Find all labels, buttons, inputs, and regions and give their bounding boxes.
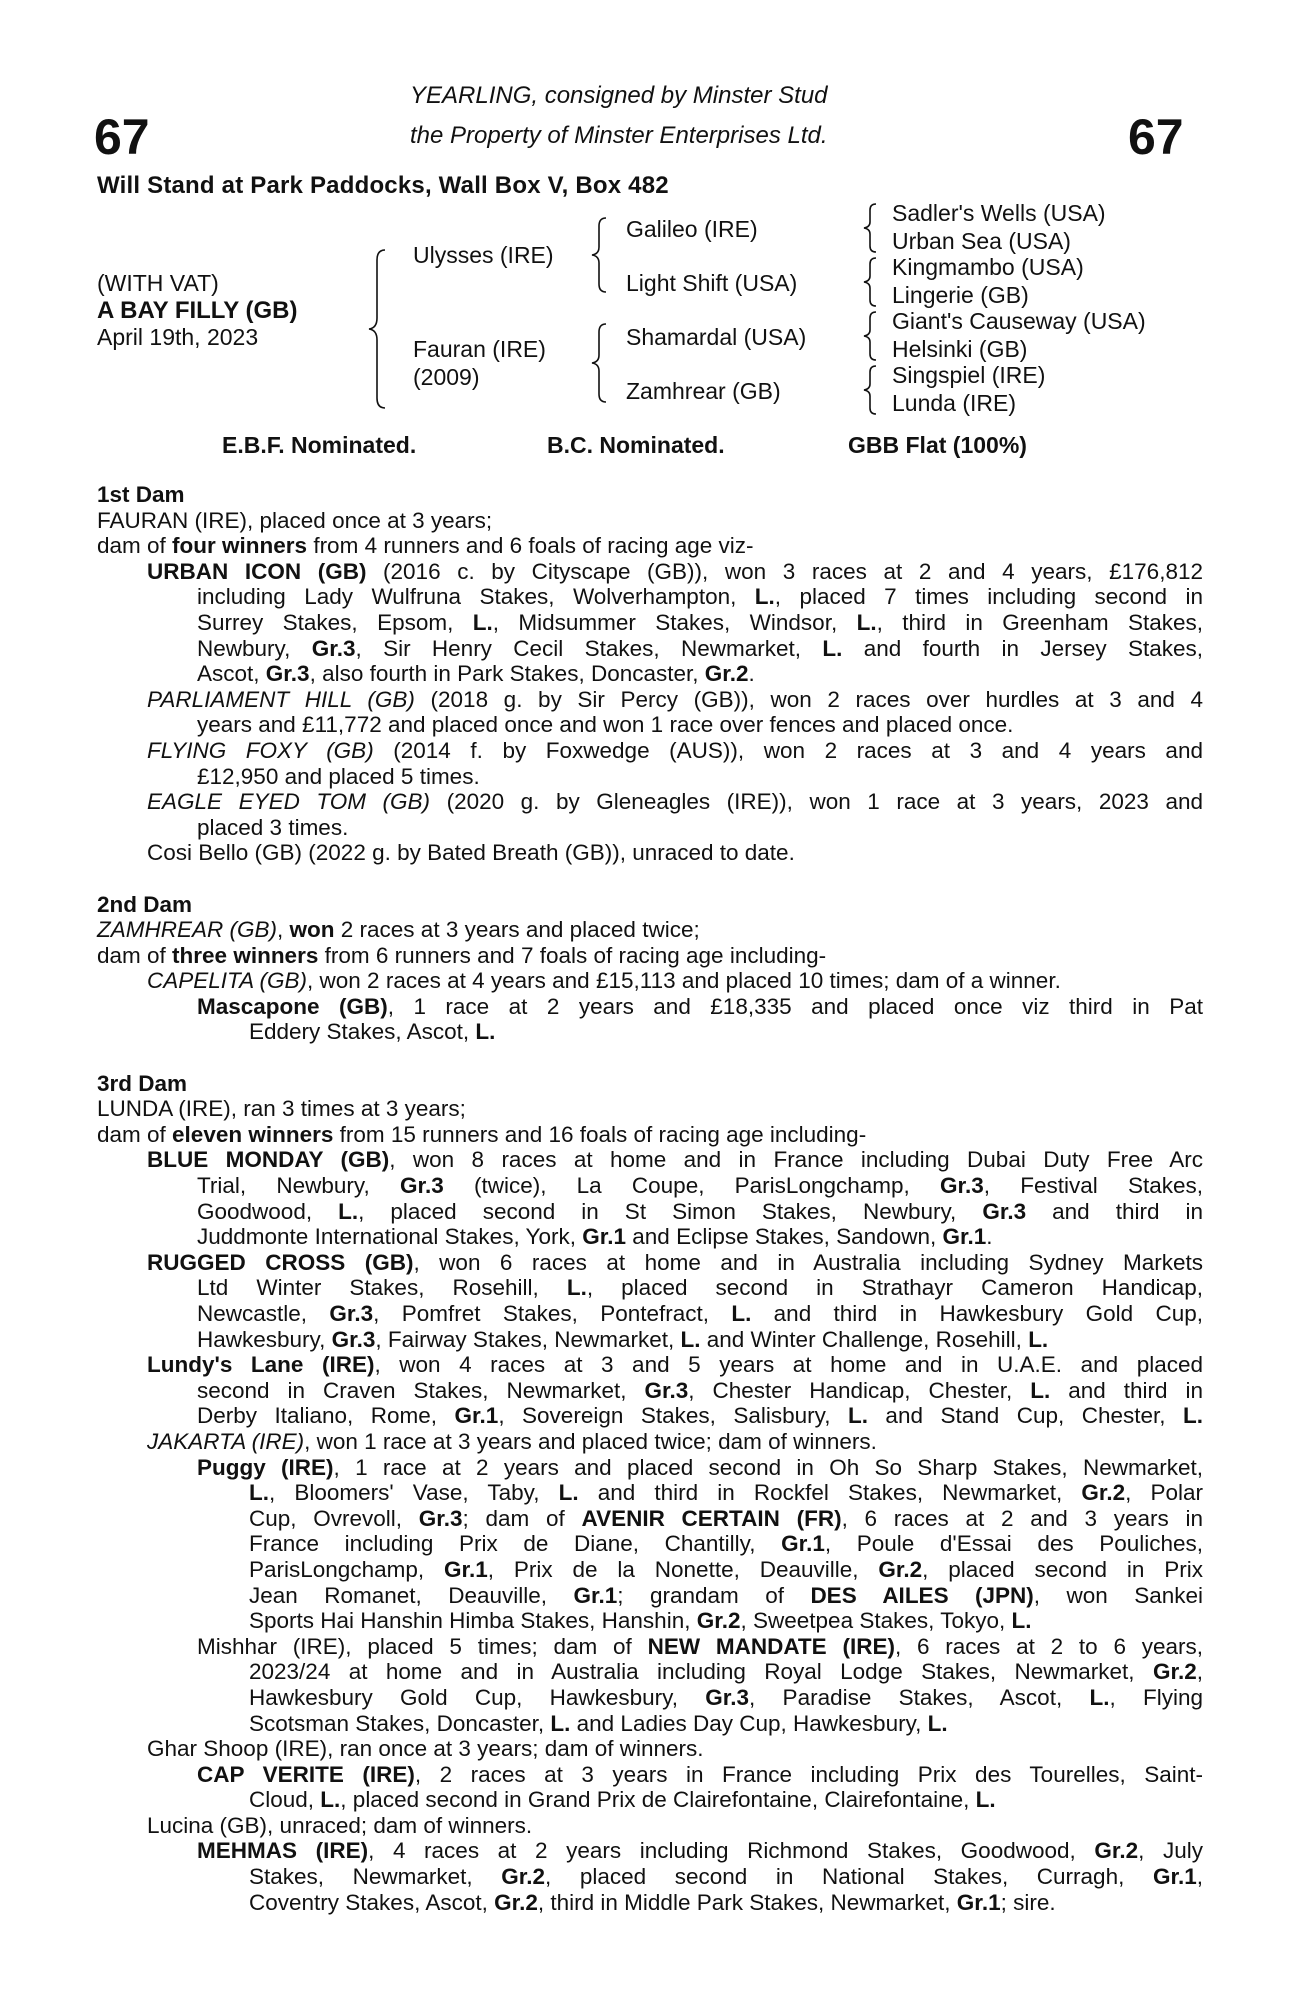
text-segment: ZAMHREAR (GB): [97, 917, 277, 943]
text-segment: , July: [1138, 1838, 1203, 1864]
text-segment: Gr.1: [454, 1403, 499, 1429]
text-line: [97, 1813, 1203, 1839]
text-segment: Cup, Ovrevoll,: [249, 1505, 419, 1531]
text-line: [97, 1608, 1203, 1634]
text-segment: and Ladies Day Cup, Hawkesbury,: [570, 1710, 928, 1736]
text-segment: .: [986, 1224, 993, 1250]
text-segment: , Poule d'Essai des Pouliches,: [824, 1531, 1204, 1557]
text-line: [97, 1224, 1203, 1250]
section-heading: [97, 482, 1203, 508]
text-line: [97, 1838, 1203, 1864]
text-segment: Gr.2: [1094, 1838, 1139, 1864]
text-line: [97, 1429, 1203, 1455]
text-segment: , placed second in National Stakes, Curragh,: [545, 1864, 1153, 1890]
text-segment: , also fourth in Park Stakes, Doncaster,: [309, 661, 705, 687]
text-line: [97, 1787, 1203, 1813]
text-segment: Gr.2: [501, 1864, 546, 1890]
text-segment: , won 6 races at home and in Australia including Sydney Markets: [413, 1249, 1203, 1275]
property-line: the Property of Minster Enterprises Ltd.: [410, 122, 828, 149]
text-line: [97, 1147, 1203, 1173]
text-segment: ,: [277, 917, 290, 943]
text-segment: L.: [1011, 1608, 1032, 1634]
text-line: [97, 994, 1203, 1020]
text-segment: , Chester Handicap, Chester,: [688, 1377, 1031, 1403]
text-segment: ParisLongchamp,: [249, 1556, 444, 1582]
text-line: [97, 1019, 1203, 1045]
text-segment: RUGGED CROSS (GB): [147, 1249, 414, 1275]
text-segment: Gr.2: [696, 1608, 741, 1634]
text-segment: Newbury,: [197, 635, 312, 661]
text-segment: Goodwood,: [197, 1198, 339, 1224]
spacer: [97, 1045, 1203, 1071]
text-line: [97, 840, 1203, 866]
text-line: [97, 1275, 1203, 1301]
text-line: [97, 764, 1203, 790]
pedigree-brace-1: [365, 248, 395, 410]
text-segment: and third in: [1026, 1198, 1203, 1224]
text-segment: Scotsman Stakes, Doncaster,: [249, 1710, 551, 1736]
text-segment: L.: [856, 609, 877, 635]
text-segment: L.: [1028, 1326, 1049, 1352]
text-segment: and third in Rockfel Stakes, Newmarket,: [578, 1480, 1082, 1506]
text-segment: MEHMAS (IRE): [197, 1838, 369, 1864]
text-segment: , won 1 race at 3 years and placed twice; dam of winners.: [304, 1428, 877, 1454]
text-segment: second in Craven Stakes, Newmarket,: [197, 1377, 645, 1403]
text-segment: 2023/24 at home and in Australia including Royal Lodge Stakes, Newmarket,: [249, 1659, 1153, 1685]
text-segment: L.: [472, 609, 493, 635]
text-line: [97, 1659, 1203, 1685]
sire-of-sire: Galileo (IRE): [626, 216, 758, 242]
text-segment: , placed second in Strathayr Cameron Handicap,: [586, 1275, 1203, 1301]
text-segment: Gr.2: [878, 1556, 923, 1582]
text-segment: Ascot,: [197, 661, 266, 687]
text-segment: L.: [975, 1787, 996, 1813]
text-line: [97, 738, 1203, 764]
text-segment: L.: [680, 1326, 701, 1352]
pedigree-brace-3a: [860, 202, 882, 254]
text-segment: Puggy (IRE): [197, 1454, 334, 1480]
text-line: [97, 1096, 1203, 1122]
text-segment: 1st Dam: [97, 482, 185, 507]
text-segment: (2014 f. by Foxwedge (AUS)), won 2 races at 3 and 4 years and: [373, 737, 1203, 763]
text-segment: L.: [927, 1710, 948, 1736]
text-segment: Gr.3: [329, 1301, 374, 1326]
text-segment: ; sire.: [1000, 1889, 1056, 1915]
bc-nomination: B.C. Nominated.: [547, 432, 725, 458]
text-segment: , Prix de la Nonette, Deauville,: [487, 1556, 879, 1582]
text-line: [97, 1890, 1203, 1916]
text-segment: Gr.3: [311, 635, 356, 661]
text-segment: ; grandam of: [617, 1582, 811, 1608]
text-segment: , won 8 races at home and in France including Dubai Duty Free Arc: [389, 1147, 1203, 1173]
text-segment: , third in Middle Park Stakes, Newmarket,: [537, 1889, 957, 1915]
text-segment: ,: [1196, 1659, 1203, 1685]
lot-number-right: 67: [1128, 109, 1184, 165]
text-line: [97, 1531, 1203, 1557]
text-segment: Ltd Winter Stakes, Rosehill,: [197, 1275, 567, 1301]
text-segment: 2nd Dam: [97, 891, 193, 917]
text-segment: Newcastle,: [197, 1301, 330, 1326]
text-line: [97, 789, 1203, 815]
lot-number-left: 67: [94, 109, 150, 165]
text-segment: , won Sankei: [1033, 1582, 1203, 1608]
pedigree-ddd: Lunda (IRE): [892, 390, 1017, 416]
text-segment: LUNDA (IRE), ran 3 times at 3 years;: [97, 1096, 466, 1122]
text-segment: Gr.1: [956, 1889, 1001, 1915]
text-segment: DES AILES (JPN): [810, 1582, 1034, 1608]
pedigree-brace-3d: [860, 364, 882, 416]
text-segment: Mascapone (GB): [197, 993, 388, 1019]
text-segment: NEW MANDATE (IRE): [647, 1633, 895, 1659]
text-segment: Gr.1: [582, 1224, 627, 1250]
text-segment: Gr.3: [982, 1198, 1027, 1224]
dam-name: Fauran (IRE): [413, 336, 546, 362]
text-segment: , placed 7 times including second in: [774, 584, 1203, 610]
text-segment: France including Prix de Diane, Chantilly,: [249, 1531, 782, 1557]
text-segment: Eddery Stakes, Ascot,: [249, 1019, 476, 1045]
text-line: [97, 1199, 1203, 1225]
text-segment: L.: [847, 1403, 868, 1429]
pedigree-sss: Sadler's Wells (USA): [892, 200, 1106, 226]
text-segment: , 1 race at 2 years and placed second in Oh So Sharp Stakes, Newmarket,: [333, 1454, 1203, 1480]
text-line: [97, 584, 1203, 610]
text-segment: Hawkesbury Gold Cup, Hawkesbury,: [249, 1684, 706, 1710]
text-segment: , Midsummer Stakes, Windsor,: [492, 609, 857, 635]
text-line: [97, 1122, 1203, 1148]
text-segment: CAP VERITE (IRE): [197, 1761, 415, 1787]
text-segment: (2020 g. by Gleneagles (IRE)), won 1 race at 3 years, 2023 and: [430, 789, 1203, 815]
text-segment: Gr.2: [704, 661, 749, 687]
text-segment: Ghar Shoop (IRE), ran once at 3 years; dam of winners.: [147, 1736, 704, 1762]
pedigree-dss: Giant's Causeway (USA): [892, 308, 1146, 334]
text-segment: Gr.2: [1152, 1659, 1197, 1685]
text-segment: , Festival Stakes,: [983, 1173, 1203, 1199]
text-segment: dam of: [97, 533, 173, 559]
text-segment: , 6 races at 2 and 3 years in: [841, 1505, 1203, 1531]
text-line: [97, 1378, 1203, 1404]
text-line: [97, 636, 1203, 662]
text-segment: Coventry Stakes, Ascot,: [249, 1889, 495, 1915]
text-segment: L.: [754, 584, 775, 610]
text-segment: Gr.3: [939, 1173, 984, 1199]
text-segment: AVENIR CERTAIN (FR): [581, 1505, 842, 1531]
text-segment: Gr.3: [705, 1684, 750, 1710]
text-line: [97, 661, 1203, 687]
text-segment: Sports Hai Hanshin Himba Stakes, Hanshin,: [249, 1608, 697, 1634]
text-segment: L.: [475, 1019, 496, 1045]
text-line: [97, 533, 1203, 559]
text-segment: L.: [249, 1480, 269, 1506]
text-segment: , won 2 races at 4 years and £15,113 and placed 10 times; dam of a winner.: [307, 968, 1061, 994]
text-segment: , 2 races at 3 years in France including Prix des Tourelles, Saint-: [414, 1761, 1203, 1787]
text-line: [97, 1864, 1203, 1890]
text-segment: Gr.1: [573, 1582, 618, 1608]
text-segment: , Fairway Stakes, Newmarket,: [375, 1326, 681, 1352]
text-segment: and Eclipse Stakes, Sandown,: [626, 1224, 943, 1250]
horse-name: A BAY FILLY (GB): [97, 297, 298, 324]
text-segment: Gr.3: [644, 1377, 689, 1403]
spacer: [97, 866, 1203, 892]
ebf-nomination: E.B.F. Nominated.: [222, 432, 417, 458]
text-segment: , placed second in St Simon Stakes, Newbury,: [358, 1198, 983, 1224]
text-line: [97, 1762, 1203, 1788]
pedigree-sds: Kingmambo (USA): [892, 254, 1084, 280]
pedigree-dds: Singspiel (IRE): [892, 362, 1046, 388]
text-segment: and fourth in Jersey Stakes,: [842, 635, 1203, 661]
text-segment: Juddmonte International Stakes, York,: [197, 1224, 583, 1250]
text-line: [97, 559, 1203, 585]
pedigree-brace-2b: [588, 322, 612, 404]
text-segment: Cosi Bello (GB) (2022 g. by Bated Breath (GB)), unraced to date.: [147, 840, 795, 866]
text-line: [97, 1403, 1203, 1429]
text-segment: CAPELITA (GB): [147, 968, 308, 994]
text-segment: , Bloomers' Vase, Taby,: [269, 1480, 559, 1506]
text-segment: Derby Italiano, Rome,: [197, 1403, 455, 1429]
text-segment: Gr.1: [1152, 1864, 1197, 1890]
text-segment: Mishhar (IRE), placed 5 times; dam of: [197, 1633, 648, 1659]
text-line: [97, 917, 1203, 943]
sire-name: Ulysses (IRE): [413, 242, 554, 268]
text-segment: , Sovereign Stakes, Salisbury,: [498, 1403, 848, 1429]
text-segment: three winners: [172, 942, 319, 968]
text-segment: L.: [566, 1275, 587, 1301]
text-segment: (2018 g. by Sir Percy (GB)), won 2 races over hurdles at 3 and 4: [414, 686, 1203, 712]
text-segment: 2 races at 3 years and placed twice;: [334, 917, 700, 943]
text-segment: , Polar: [1125, 1480, 1204, 1506]
text-segment: URBAN ICON (GB): [147, 558, 367, 584]
text-segment: L.: [1089, 1684, 1110, 1710]
text-segment: Gr.1: [781, 1531, 825, 1557]
text-segment: dam of: [97, 942, 173, 968]
text-segment: L.: [558, 1480, 579, 1506]
text-segment: placed 3 times.: [197, 814, 349, 840]
pedigree-brace-3b: [860, 256, 882, 308]
text-line: [97, 1173, 1203, 1199]
stand-location: Will Stand at Park Paddocks, Wall Box V, Box 482: [97, 172, 669, 199]
text-segment: L.: [338, 1198, 359, 1224]
pedigree-notes: [97, 482, 1203, 1915]
text-line: [97, 1352, 1203, 1378]
text-segment: , third in Greenham Stakes,: [876, 609, 1203, 635]
text-line: [97, 1685, 1203, 1711]
text-segment: won: [289, 917, 335, 943]
text-segment: and Stand Cup, Chester,: [867, 1403, 1183, 1429]
text-segment: L.: [550, 1710, 571, 1736]
text-segment: (2016 c. by Cityscape (GB)), won 3 races at 2 and 4 years, £176,812: [366, 558, 1203, 584]
text-line: [97, 1557, 1203, 1583]
pedigree-brace-3c: [860, 310, 882, 362]
text-segment: ,: [1196, 1864, 1203, 1890]
text-segment: Hawkesbury,: [197, 1326, 332, 1352]
text-segment: .: [748, 661, 755, 687]
text-segment: JAKARTA (IRE): [147, 1428, 305, 1454]
text-segment: Jean Romanet, Deauville,: [249, 1582, 574, 1608]
text-line: [97, 1480, 1203, 1506]
text-segment: FAURAN (IRE), placed once at 3 years;: [97, 507, 493, 533]
text-segment: , placed second in Grand Prix de Clairefontaine, Clairefontaine,: [340, 1787, 976, 1813]
text-segment: EAGLE EYED TOM (GB): [147, 789, 431, 815]
consignment-line: YEARLING, consigned by Minster Stud: [410, 82, 828, 109]
text-segment: 3rd Dam: [97, 1070, 188, 1096]
text-segment: Cloud,: [249, 1787, 321, 1813]
dam-of-dam: Zamhrear (GB): [626, 378, 781, 404]
section-heading: [97, 892, 1203, 918]
pedigree-ssd: Urban Sea (USA): [892, 228, 1071, 254]
text-segment: , 6 races at 2 to 6 years,: [894, 1633, 1204, 1659]
text-line: [97, 1634, 1203, 1660]
text-line: [97, 815, 1203, 841]
text-segment: Gr.2: [1081, 1480, 1126, 1506]
text-line: [97, 1711, 1203, 1737]
text-segment: L.: [731, 1301, 752, 1326]
text-segment: Gr.3: [418, 1505, 463, 1531]
text-segment: from 4 runners and 6 foals of racing age viz-: [307, 533, 754, 559]
text-segment: , Paradise Stakes, Ascot,: [749, 1684, 1090, 1710]
text-segment: Gr.3: [265, 661, 310, 687]
text-segment: , 4 races at 2 years including Richmond Stakes, Goodwood,: [368, 1838, 1095, 1864]
text-segment: (twice), La Coupe, ParisLongchamp,: [443, 1173, 940, 1199]
text-segment: £12,950 and placed 5 times.: [197, 763, 480, 789]
section-heading: [97, 1071, 1203, 1097]
text-line: [97, 508, 1203, 534]
text-line: [97, 1455, 1203, 1481]
text-segment: Trial, Newbury,: [197, 1173, 400, 1199]
text-line: [97, 712, 1203, 738]
text-segment: Gr.3: [399, 1173, 444, 1199]
text-line: [97, 1583, 1203, 1609]
pedigree-brace-2a: [588, 216, 612, 294]
text-segment: PARLIAMENT HILL (GB): [147, 686, 415, 712]
text-line: [97, 1250, 1203, 1276]
text-segment: , Pomfret Stakes, Pontefract,: [373, 1301, 732, 1326]
text-segment: , Sweetpea Stakes, Tokyo,: [740, 1608, 1012, 1634]
text-segment: including Lady Wulfruna Stakes, Wolverhampton,: [197, 584, 755, 610]
text-segment: FLYING FOXY (GB): [147, 737, 374, 763]
text-line: [97, 1736, 1203, 1762]
text-segment: from 15 runners and 16 foals of racing age including-: [333, 1121, 867, 1147]
text-segment: Stakes, Newmarket,: [249, 1864, 502, 1890]
text-segment: dam of: [97, 1121, 173, 1147]
text-segment: Gr.1: [443, 1556, 488, 1582]
text-segment: Surrey Stakes, Epsom,: [197, 609, 473, 635]
text-segment: Gr.2: [494, 1889, 538, 1915]
text-segment: BLUE MONDAY (GB): [147, 1147, 390, 1173]
text-segment: , 1 race at 2 years and £18,335 and placed once viz third in Pat: [387, 993, 1203, 1019]
dam-of-sire: Light Shift (USA): [626, 270, 798, 296]
text-segment: L.: [320, 1787, 341, 1813]
text-line: [97, 1301, 1203, 1327]
text-segment: , placed second in Prix: [922, 1556, 1204, 1582]
text-line: [97, 1506, 1203, 1532]
sire-of-dam: Shamardal (USA): [626, 324, 807, 350]
text-segment: L.: [1183, 1403, 1203, 1429]
text-segment: years and £11,772 and placed once and won 1 race over fences and placed once.: [197, 712, 1014, 738]
text-segment: from 6 runners and 7 foals of racing age including-: [318, 942, 827, 968]
date-of-birth: April 19th, 2023: [97, 324, 259, 350]
text-segment: ; dam of: [462, 1505, 582, 1531]
text-segment: and third in: [1050, 1377, 1203, 1403]
text-segment: , Flying: [1109, 1684, 1203, 1710]
text-segment: , won 4 races at 3 and 5 years at home and in U.A.E. and placed: [374, 1352, 1203, 1378]
dam-year: (2009): [413, 364, 480, 390]
pedigree-sdd: Lingerie (GB): [892, 282, 1029, 308]
text-segment: and third in Hawkesbury Gold Cup,: [751, 1301, 1203, 1326]
text-segment: L.: [822, 635, 843, 661]
text-segment: eleven winners: [172, 1121, 334, 1147]
text-segment: Lucina (GB), unraced; dam of winners.: [147, 1812, 533, 1838]
gbb-flat: GBB Flat (100%): [848, 432, 1027, 458]
text-line: [97, 687, 1203, 713]
vat-note: (WITH VAT): [97, 270, 219, 296]
pedigree-dsd: Helsinki (GB): [892, 336, 1028, 362]
text-line: [97, 943, 1203, 969]
text-segment: and Winter Challenge, Rosehill,: [700, 1326, 1029, 1352]
text-segment: , Sir Henry Cecil Stakes, Newmarket,: [355, 635, 823, 661]
text-segment: Gr.3: [331, 1326, 376, 1352]
text-segment: Lundy's Lane (IRE): [147, 1352, 375, 1378]
text-line: [97, 1327, 1203, 1353]
text-line: [97, 968, 1203, 994]
text-line: [97, 610, 1203, 636]
text-segment: four winners: [172, 533, 308, 559]
text-segment: L.: [1030, 1377, 1051, 1403]
text-segment: Gr.1: [942, 1224, 987, 1250]
